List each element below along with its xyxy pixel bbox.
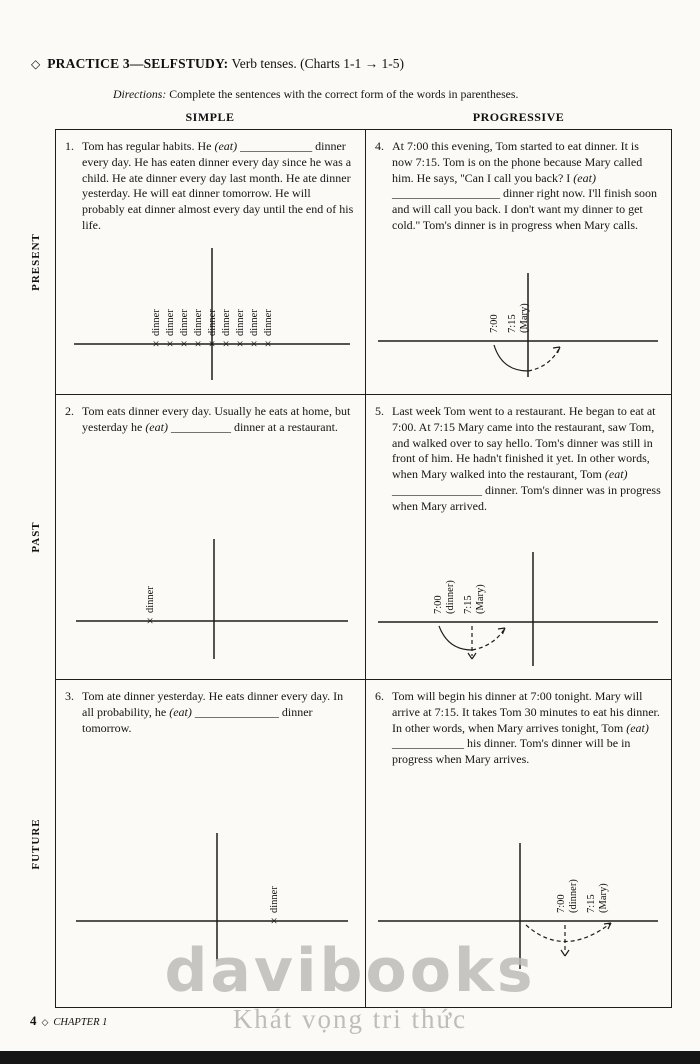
time-700-label: 7:00 — [433, 595, 444, 614]
item-3-text-post: dinner tomorrow. — [82, 704, 313, 735]
item-3-verb-cue: (eat) — [169, 704, 192, 719]
exercise-item-5 — [375, 404, 661, 515]
dinner-label: dinner — [235, 309, 246, 336]
cell-future-simple — [56, 680, 366, 1007]
item-1-verb-cue: (eat) — [214, 139, 238, 153]
item-6-verb-cue: (eat) — [626, 720, 649, 735]
item-2-verb-cue: (eat) — [145, 419, 168, 434]
dinner-label: (dinner) — [445, 580, 456, 614]
watermark-subtext: Khát vọng tri thức — [232, 1004, 468, 1034]
dinner-label: (dinner) — [568, 879, 579, 913]
cell-present-progressive — [366, 130, 671, 395]
dinner-label: dinner — [165, 309, 176, 336]
event-mark: × — [194, 337, 202, 351]
dinner-label: dinner — [263, 309, 274, 336]
chapter-label: CHAPTER 1 — [53, 1017, 108, 1028]
item-6-text-post: his dinner. Tom's dinner will be in progress when Mary arrives. — [392, 736, 631, 767]
timeline-present-progressive — [368, 267, 668, 382]
time-715-label: 7:15 — [507, 314, 518, 333]
item-5-verb-cue: (eat) — [604, 467, 628, 482]
progress-arc-solid — [494, 345, 528, 371]
practice-heading — [31, 56, 404, 72]
dinner-label: dinner — [151, 309, 162, 336]
diamond-icon: ◇ — [31, 57, 41, 71]
item-5-text-pre: Last week Tom went to a restaurant. He began to eat at 7:00. At 7:15 Mary came into the restaurant, saw Tom, and walked over to say hello. Tom's dinner was still in front of him. He hadn't finished it yet. In other words, when Mary walked into the restaurant, Tom — [392, 404, 656, 482]
exercise-item-1 — [65, 139, 355, 234]
item-4-verb-cue: (eat) — [573, 170, 596, 185]
dinner-label: dinner — [269, 886, 280, 913]
event-mark: × — [270, 914, 278, 928]
time-715-label: 7:15 — [586, 894, 597, 913]
dinner-label: dinner — [179, 309, 190, 336]
time-700-label: 7:00 — [556, 894, 567, 913]
cell-future-progressive — [366, 680, 671, 1007]
event-mark: × — [222, 337, 230, 351]
item-4-number: 4. — [375, 139, 384, 153]
row-label-past: PAST — [30, 521, 42, 553]
dinner-label: dinner — [249, 309, 260, 336]
arrowhead — [604, 923, 611, 929]
mary-label: (Mary) — [519, 303, 530, 333]
directions-line — [113, 87, 518, 102]
item-2-number: 2. — [65, 404, 74, 418]
timeline-past-progressive — [368, 546, 668, 671]
page-number: 4 — [30, 1013, 37, 1028]
item-4-answer-blank: __________________ — [392, 186, 500, 201]
directions-text: Complete the sentences with the correct form of the words in parentheses. — [169, 87, 519, 101]
row-label-future: FUTURE — [30, 818, 42, 870]
exercise-item-2 — [65, 404, 355, 436]
dinner-label: dinner — [207, 309, 218, 336]
exercise-item-6 — [375, 689, 661, 768]
item-2-text-pre: Tom eats dinner every day. Usually he eats at home, but yesterday he — [82, 404, 351, 434]
dinner-label: dinner — [193, 309, 204, 336]
page-footer — [30, 1013, 107, 1029]
event-mark: × — [180, 337, 188, 351]
diamond-icon: ◇ — [41, 1017, 49, 1027]
time-715-label: 7:15 — [463, 595, 474, 614]
item-1-number: 1. — [65, 139, 74, 153]
item-2-answer-blank: __________ — [170, 419, 231, 434]
item-1-answer-blank: ____________ — [240, 139, 313, 153]
item-6-text-pre: Tom will begin his dinner at 7:00 tonight. Mary will arrive at 7:15. It takes Tom 30 minutes to eat his dinner. In other words, when Mary arrives tonight, Tom — [392, 689, 660, 735]
timeline-past-simple — [62, 533, 362, 663]
item-3-number: 3. — [65, 689, 74, 703]
dinner-label: dinner — [145, 586, 156, 613]
item-4-text-post: dinner right now. I'll finish soon and will call you back. I don't want my dinner to get cold.'' Tom's dinner is in progress when Mary calls. — [392, 186, 658, 232]
dinner-label: dinner — [221, 309, 232, 336]
cell-past-simple — [56, 395, 366, 680]
event-mark: × — [146, 614, 154, 628]
column-header-progressive: PROGRESSIVE — [472, 110, 565, 124]
down-arrowhead — [561, 950, 569, 956]
progress-arc-dashed — [472, 628, 505, 650]
item-1-text-pre: Tom has regular habits. He — [82, 139, 212, 153]
progress-arc-dashed — [526, 923, 611, 942]
item-3-text-pre: Tom ate dinner yesterday. He eats dinner every day. In all probability, he — [82, 689, 344, 719]
cell-past-progressive — [366, 395, 671, 680]
practice-title: PRACTICE 3—SELFSTUDY: — [47, 56, 229, 71]
item-3-answer-blank: ______________ — [194, 704, 279, 719]
mary-label: (Mary) — [475, 584, 486, 614]
item-6-number: 6. — [375, 689, 384, 703]
time-700-label: 7:00 — [489, 314, 500, 333]
item-6-answer-blank: ____________ — [392, 736, 464, 751]
scan-bottom-bar — [0, 1051, 700, 1064]
exercise-item-4 — [375, 139, 661, 234]
cell-present-simple — [56, 130, 366, 395]
practice-subtitle: Verb tenses. (Charts 1-1 → 1-5) — [231, 56, 404, 71]
event-mark: × — [166, 337, 174, 351]
tense-table — [55, 129, 672, 1008]
row-label-present: PRESENT — [30, 233, 42, 291]
event-mark: × — [152, 337, 160, 351]
arrowhead — [498, 628, 505, 634]
item-4-text-pre: At 7:00 this evening, Tom started to eat dinner. It is now 7:15. Tom is on the phone because Mary called him. He says, ''Can I call you back? I — [392, 139, 643, 185]
watermark-text: davibooks — [164, 936, 536, 1006]
mary-label: (Mary) — [598, 883, 609, 913]
progress-arc-solid — [439, 626, 472, 650]
directions-label: Directions: — [113, 87, 167, 101]
timeline-future-simple — [62, 825, 362, 965]
timeline-future-progressive — [368, 835, 668, 975]
exercise-item-3 — [65, 689, 355, 736]
item-5-number: 5. — [375, 404, 384, 418]
event-mark: × — [250, 337, 258, 351]
item-1-text-post: dinner every day. He has eaten dinner every day since he was a child. He ate dinner every day last month. He ate dinner yesterday. He will eat dinner tomorrow. He will probably eat dinner almost every day until the end of his life. — [82, 139, 354, 232]
item-5-text-post: dinner. Tom's dinner was in progress when Mary arrived. — [392, 482, 661, 513]
progress-arc-dashed — [528, 347, 560, 371]
event-mark: × — [236, 337, 244, 351]
event-mark: × — [208, 337, 216, 351]
timeline-present-simple — [62, 244, 362, 384]
item-5-answer-blank: _______________ — [392, 482, 482, 497]
item-2-text-post: dinner at a restaurant. — [233, 419, 338, 434]
column-header-simple: SIMPLE — [185, 110, 235, 124]
event-mark: × — [264, 337, 272, 351]
